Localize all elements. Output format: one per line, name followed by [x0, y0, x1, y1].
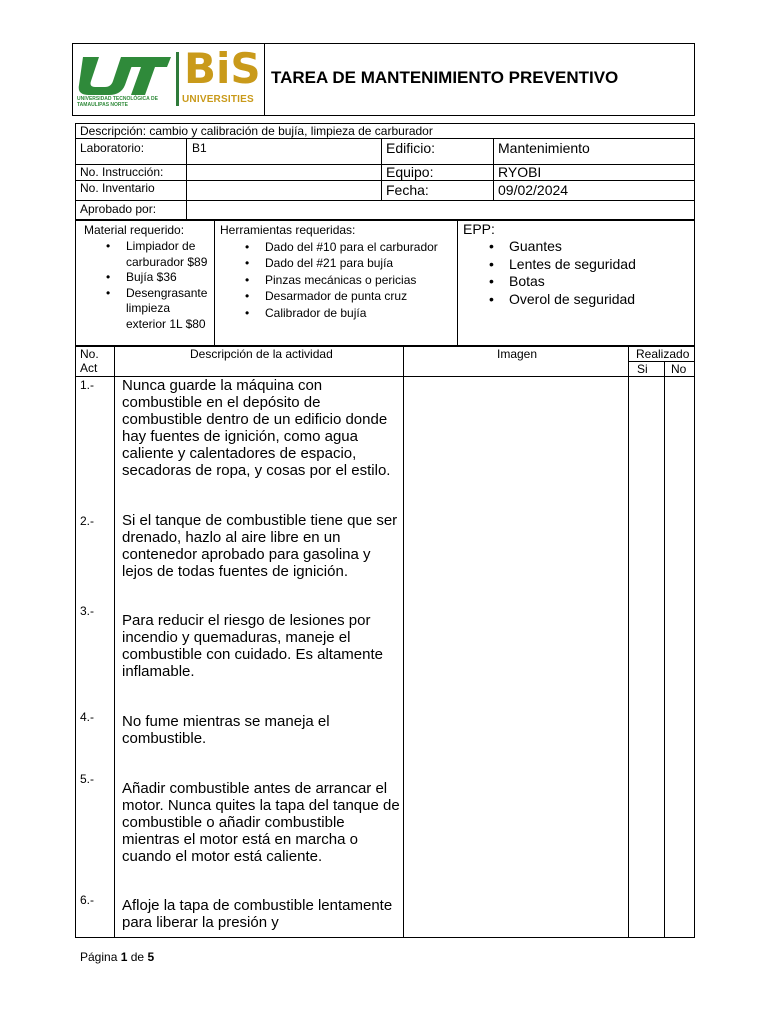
activity-number: 4.- [80, 710, 95, 724]
list-item: • Pinzas mecánicas o pericias [265, 272, 455, 288]
bis-logo-subtitle: UNIVERSITIES [182, 94, 254, 105]
page-number [80, 950, 154, 964]
list-item: • Bujía $36 [126, 270, 212, 286]
list-item: • Calibrador de bujía [265, 305, 455, 321]
page-current: 1 [120, 950, 128, 964]
col-header-si: Si [637, 362, 648, 376]
col-header-no: No. Act [80, 347, 99, 375]
col-header-image: Imagen [497, 347, 538, 361]
col-header-realizado: Realizado [636, 347, 690, 361]
activity-number: 5.- [80, 772, 95, 786]
fecha-label: Fecha: [386, 182, 429, 198]
aprobado-label: Aprobado por: [80, 202, 157, 216]
description-field: Descripción: cambio y calibración de bujía, limpieza de carburador [80, 124, 433, 138]
equipo-value: RYOBI [498, 164, 542, 180]
epp-title: EPP: [463, 221, 495, 237]
col-header-no-done: No [671, 362, 687, 376]
activity-number: 6.- [80, 893, 95, 907]
page-total: 5 [147, 950, 155, 964]
edificio-value: Mantenimiento [498, 140, 590, 156]
list-item: • Guantes [509, 238, 689, 256]
list-item: • Overol de seguridad [509, 291, 689, 309]
instruccion-label: No. Instrucción: [80, 165, 164, 179]
bis-logo [176, 44, 262, 110]
equipo-label: Equipo: [386, 164, 434, 180]
ut-logo [77, 51, 173, 109]
list-item: • Desarmador de punta cruz [265, 288, 455, 304]
activity-description: Si el tanque de combustible tiene que ser drenado, hazlo al aire libre en un contenedor aprobado para gasolina y lejos de todas fuentes de ignición. [122, 512, 398, 580]
list-item: • Dado del #10 para el carburador [265, 239, 455, 255]
material-title: Material requerido: [84, 223, 185, 237]
edificio-label: Edificio: [386, 140, 436, 156]
inventario-label: No. Inventario [80, 181, 155, 195]
material-list [126, 239, 212, 332]
laboratorio-value: B1 [192, 141, 207, 155]
bis-logo-bar [176, 52, 179, 106]
activity-description: Para reducir el riesgo de lesiones por incendio y quemaduras, maneje el combustible con cuidado. Es altamente inflamable. [122, 612, 383, 680]
activity-number: 1.- [80, 378, 95, 392]
activity-description: Nunca guarde la máquina con combustible en el depósito de combustible dentro de un edificio donde hay fuentes de ignición, como agua caliente y calentadores de espacio, secadoras de ropa, y cosas por el estilo. [122, 377, 391, 479]
activity-number: 3.- [80, 604, 95, 618]
activity-description: Añadir combustible antes de arrancar el motor. Nunca quites la tapa del tanque de combustible o añadir combustible mientras el motor está en marcha o cuando el motor está caliente. [122, 780, 400, 865]
ut-logo-subtitle: UNIVERSIDAD TECNOLÓGICA DE TAMAULIPAS NORTE [77, 96, 158, 108]
activity-number: 2.- [80, 514, 95, 528]
activity-description: No fume mientras se maneja el combustible. [122, 713, 330, 747]
col-header-description: Descripción de la actividad [190, 347, 333, 361]
list-item: • Limpiador de carburador $89 [126, 239, 212, 270]
tools-list [265, 239, 455, 321]
bis-logo-text: BiS [184, 44, 261, 93]
epp-list [509, 238, 689, 309]
list-item: • Desengrasante limpieza exterior 1L $80 [126, 286, 212, 333]
laboratorio-label: Laboratorio: [80, 141, 145, 155]
activity-description: Afloje la tapa de combustible lentamente para liberar la presión y [122, 897, 393, 931]
tools-title: Herramientas requeridas: [220, 223, 356, 237]
list-item: • Dado del #21 para bujía [265, 255, 455, 271]
page-of: de [130, 950, 145, 964]
list-item: • Botas [509, 273, 689, 291]
fecha-value: 09/02/2024 [498, 182, 569, 198]
header-divider [264, 43, 265, 116]
page-word: Página [80, 950, 118, 964]
list-item: • Lentes de seguridad [509, 256, 689, 274]
page-title: TAREA DE MANTENIMIENTO PREVENTIVO [271, 68, 619, 87]
